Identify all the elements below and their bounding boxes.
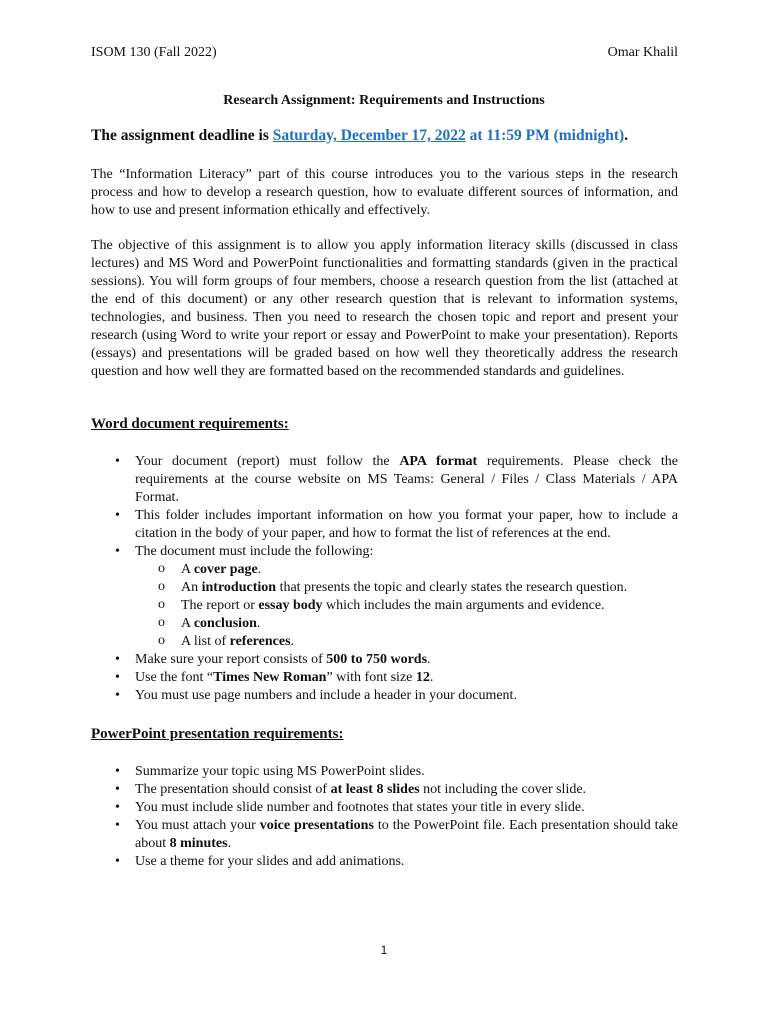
intro-paragraph: The “Information Literacy” part of this course introduces you to the various steps in the research process and how to develop a research question, how to evaluate different sources of information, and how to use and present information ethically and effectively.	[91, 167, 678, 218]
text: not including the cover slide.	[419, 782, 587, 797]
deadline-prefix: The assignment deadline is	[91, 127, 273, 144]
document-parts-list	[135, 561, 678, 651]
emphasis: at least 8 slides	[330, 782, 420, 797]
emphasis: 8 minutes	[169, 836, 228, 851]
emphasis: cover page	[193, 562, 258, 577]
text: .	[429, 670, 434, 685]
text: .	[227, 836, 232, 851]
emphasis: essay body	[258, 598, 323, 613]
text: to the PowerPoint file. Each presentation should take about	[135, 818, 678, 851]
sub-list-item	[135, 633, 678, 651]
text: The presentation should consist of	[135, 782, 331, 797]
ppt-requirements-list	[91, 763, 678, 871]
list-item	[91, 453, 678, 507]
text: Your document (report) must follow the	[135, 454, 400, 469]
deadline-time: at 11:59 PM (midnight)	[465, 127, 625, 144]
deadline-suffix: .	[624, 127, 629, 144]
text: A	[181, 562, 194, 577]
list-item	[91, 651, 678, 669]
text: The report or	[181, 598, 259, 613]
list-item	[91, 543, 678, 651]
deadline-line	[91, 127, 628, 145]
text: You must attach your	[135, 818, 260, 833]
emphasis: introduction	[201, 580, 277, 595]
text: that presents the topic and clearly states the research question.	[276, 580, 628, 595]
page-number: 1	[380, 943, 388, 957]
emphasis: 12	[415, 670, 430, 685]
list-item	[91, 781, 678, 799]
objective-paragraph: The objective of this assignment is to allow you apply information literacy skills (discussed in class lectures) and MS Word and PowerPoint functionalities and formatting standards (given in the practical sessions). You will form groups of four members, choose a research question from the list (attached at the end of this document) or any other research question that is relevant to information systems, technologies, and business. Then you need to research the chosen topic and report and present your research (using Word to write your report or essay and PowerPoint to make your presentation). Reports (essays) and presentations will be graded based on how well they theoretically address the research question and how well they are formatted based on the recommended standards and guidelines.	[91, 238, 678, 379]
text: The document must include the following:	[135, 544, 374, 559]
list-item: • You must include slide number and footnotes that states your title in every slide.	[91, 799, 678, 817]
deadline-date-link[interactable]: Saturday, December 17, 2022	[272, 127, 466, 144]
text: A list of	[181, 634, 230, 649]
list-item: • Summarize your topic using MS PowerPoint slides.	[91, 763, 678, 781]
text: An	[181, 580, 202, 595]
emphasis: APA format	[399, 454, 478, 469]
emphasis: voice presentations	[259, 818, 374, 833]
text: A	[181, 616, 194, 631]
text: ” with font size	[326, 670, 416, 685]
sub-list-item	[135, 597, 678, 615]
text: .	[427, 652, 431, 667]
sub-list-item	[135, 579, 678, 597]
word-requirements-heading: Word document requirements:	[91, 416, 289, 432]
text: .	[256, 616, 261, 631]
emphasis: Times New Roman	[213, 670, 327, 685]
list-item: • This folder includes important information on how you format your paper, how to include a citation in the body of your paper, and how to format the list of references at the end.	[91, 507, 678, 543]
emphasis: conclusion	[193, 616, 257, 631]
document-title: Research Assignment: Requirements and Instructions	[223, 93, 545, 108]
sub-list-item	[135, 561, 678, 579]
list-item	[91, 817, 678, 853]
list-item: • You must use page numbers and include a header in your document.	[91, 687, 678, 705]
course-label: ISOM 130 (Fall 2022)	[91, 45, 217, 60]
text: Use the font “	[135, 670, 214, 685]
text: .	[257, 562, 262, 577]
text: Make sure your report consists of	[135, 652, 327, 667]
list-item: • Use a theme for your slides and add animations.	[91, 853, 678, 871]
text: .	[290, 634, 295, 649]
text: which includes the main arguments and evidence.	[322, 598, 605, 613]
word-requirements-list	[91, 453, 678, 705]
ppt-requirements-heading: PowerPoint presentation requirements:	[91, 726, 344, 742]
emphasis: references	[229, 634, 291, 649]
list-item	[91, 669, 678, 687]
emphasis: 500 to 750 words	[326, 652, 428, 667]
sub-list-item	[135, 615, 678, 633]
author-name: Omar Khalil	[607, 45, 678, 60]
page-header	[91, 45, 678, 61]
text: requirements. Please check the requirements at the course website on MS Teams: General / Files / Class Materials / APA Format.	[135, 454, 678, 505]
